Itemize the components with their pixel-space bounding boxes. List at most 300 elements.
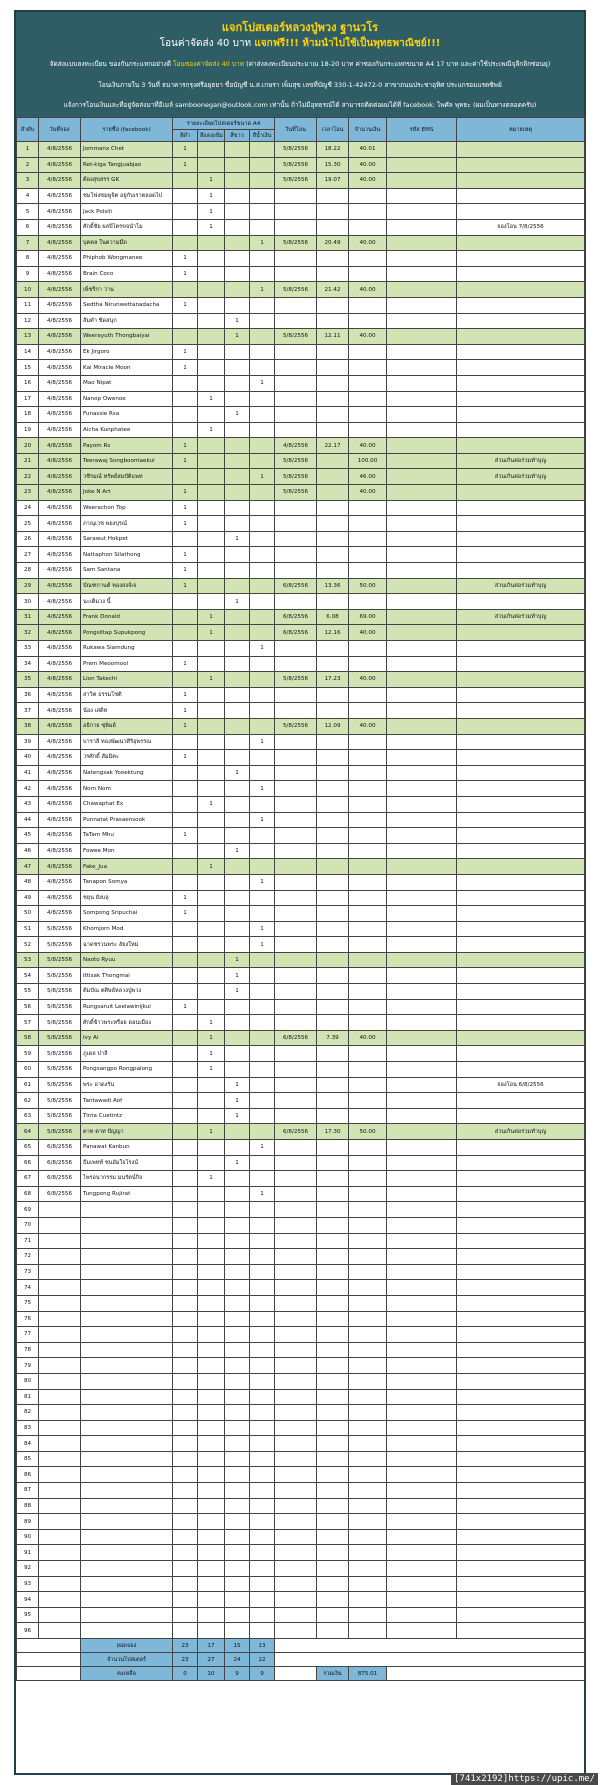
cell-note: ส่วนเกินต่อร่วมทำบุญ <box>457 469 585 485</box>
table-row <box>17 937 585 953</box>
cell-white: 1 <box>225 329 250 345</box>
cell-amount <box>349 968 387 984</box>
table-row <box>17 781 585 797</box>
cell-white <box>225 1140 250 1156</box>
cell-white <box>225 672 250 688</box>
cell-no: 4 <box>17 188 39 204</box>
cell-darkred <box>198 1093 225 1109</box>
cell-blue: 1 <box>250 874 275 890</box>
cell-paydate: 5/8/2556 <box>275 157 317 173</box>
cell-darkred <box>198 469 225 485</box>
cell-time: 13.36 <box>317 578 349 594</box>
cell-date: 4/8/2556 <box>39 375 81 391</box>
cell-blue <box>250 578 275 594</box>
cell-blue <box>250 547 275 563</box>
cell-ems <box>387 594 457 610</box>
cell-blue: 1 <box>250 235 275 251</box>
cell-white: 1 <box>225 952 250 968</box>
cell-date: 4/8/2556 <box>39 313 81 329</box>
cell-date: 4/8/2556 <box>39 859 81 875</box>
cell-paydate <box>275 890 317 906</box>
cell-no: 32 <box>17 625 39 641</box>
cell-white <box>225 375 250 391</box>
cell-paydate: 5/8/2556 <box>275 469 317 485</box>
cell-note <box>457 360 585 376</box>
cell-name: Natengsak Yooektung <box>81 765 173 781</box>
cell-amount <box>349 656 387 672</box>
cell-name: Payom Rs <box>81 438 173 454</box>
cell-paydate <box>275 656 317 672</box>
cell-amount <box>349 921 387 937</box>
table-row <box>17 874 585 890</box>
cell-name: Weerayuth Thongbaiyai <box>81 329 173 345</box>
cell-time <box>317 843 349 859</box>
cell-time <box>317 687 349 703</box>
cell-ems <box>387 906 457 922</box>
cell-ems <box>387 1108 457 1124</box>
cell-date: 4/8/2556 <box>39 718 81 734</box>
cell-date: 4/8/2556 <box>39 204 81 220</box>
table-row <box>17 1124 585 1140</box>
cell-no: 28 <box>17 563 39 579</box>
cell-no: 27 <box>17 547 39 563</box>
watermark: [741x2192]https://upic.me/ <box>451 1773 598 1785</box>
cell-note: จองโอน 7/8/2556 <box>457 219 585 235</box>
cell-white <box>225 859 250 875</box>
cell-blue <box>250 516 275 532</box>
cell-time: 21.42 <box>317 282 349 298</box>
cell-black <box>173 188 198 204</box>
cell-white <box>225 235 250 251</box>
cell-date: 4/8/2556 <box>39 672 81 688</box>
cell-paydate: 4/8/2556 <box>275 438 317 454</box>
cell-white <box>225 890 250 906</box>
cell-paydate: 5/8/2556 <box>275 453 317 469</box>
cell-white <box>225 360 250 376</box>
cell-white <box>225 999 250 1015</box>
cell-name: พระ อาดงรัน <box>81 1077 173 1093</box>
cell-paydate <box>275 266 317 282</box>
cell-black <box>173 282 198 298</box>
cell-ems <box>387 500 457 516</box>
cell-black: 1 <box>173 999 198 1015</box>
cell-note <box>457 937 585 953</box>
cell-white: 1 <box>225 968 250 984</box>
cell-name: Tanapon Somya <box>81 874 173 890</box>
cell-black: 1 <box>173 656 198 672</box>
col-blue: สีน้ำเงิน <box>250 130 275 142</box>
cell-note <box>457 750 585 766</box>
cell-black <box>173 1093 198 1109</box>
cell-darkred: 1 <box>198 1046 225 1062</box>
cell-paydate <box>275 999 317 1015</box>
cell-date: 4/8/2556 <box>39 656 81 672</box>
table-row <box>17 500 585 516</box>
cell-darkred: 1 <box>198 859 225 875</box>
col-darkred: สีแดงเข้ม <box>198 130 225 142</box>
cell-date: 4/8/2556 <box>39 188 81 204</box>
table-row <box>17 703 585 719</box>
shipping-note-pre: จัดส่งแบบลงทะเบียน ของกันกระแทกอย่างดี <box>49 60 171 68</box>
cell-darkred <box>198 641 225 657</box>
cell-name: Pongsiltap Supukpong <box>81 625 173 641</box>
table-row <box>17 1295 585 1311</box>
total-booked-black: 23 <box>173 1639 198 1653</box>
table-row <box>17 999 585 1015</box>
cell-no: 50 <box>17 906 39 922</box>
cell-darkred <box>198 297 225 313</box>
cell-time <box>317 297 349 313</box>
cell-name: Nattaphon Silathong <box>81 547 173 563</box>
cell-date: 4/8/2556 <box>39 251 81 267</box>
cell-ems <box>387 625 457 641</box>
cell-no: 22 <box>17 469 39 485</box>
cell-no: 48 <box>17 874 39 890</box>
table-row <box>17 1233 585 1249</box>
table-row <box>17 1623 585 1639</box>
table-row <box>17 297 585 313</box>
cell-amount: 69.00 <box>349 609 387 625</box>
table-row <box>17 890 585 906</box>
cell-time <box>317 999 349 1015</box>
cell-paydate: 6/8/2556 <box>275 1124 317 1140</box>
cell-darkred <box>198 765 225 781</box>
cell-black: 1 <box>173 297 198 313</box>
cell-no: 88 <box>17 1498 39 1514</box>
cell-blue <box>250 1155 275 1171</box>
cell-no: 53 <box>17 952 39 968</box>
cell-black <box>173 531 198 547</box>
cell-black <box>173 204 198 220</box>
cell-white <box>225 142 250 158</box>
table-row <box>17 1140 585 1156</box>
cell-time <box>317 812 349 828</box>
cell-note <box>457 188 585 204</box>
cell-black <box>173 594 198 610</box>
cell-time <box>317 313 349 329</box>
cell-ems <box>387 703 457 719</box>
cell-no: 62 <box>17 1093 39 1109</box>
cell-no: 56 <box>17 999 39 1015</box>
cell-time <box>317 1155 349 1171</box>
cell-name: Brain Coco <box>81 266 173 282</box>
cell-white: 1 <box>225 531 250 547</box>
cell-date: 5/8/2556 <box>39 1077 81 1093</box>
cell-paydate <box>275 516 317 532</box>
cell-date: 4/8/2556 <box>39 874 81 890</box>
cell-paydate <box>275 937 317 953</box>
table-row <box>17 672 585 688</box>
table-row <box>17 266 585 282</box>
cell-amount <box>349 219 387 235</box>
poster-count-black: 23 <box>173 1653 198 1667</box>
cell-blue <box>250 672 275 688</box>
cell-ems <box>387 266 457 282</box>
cell-white <box>225 625 250 641</box>
cell-name: บาราลี ทองพัฒนาศิริอุพรรณ <box>81 734 173 750</box>
cell-date: 4/8/2556 <box>39 469 81 485</box>
cell-white <box>225 1124 250 1140</box>
cell-darkred <box>198 531 225 547</box>
table-row <box>17 313 585 329</box>
cell-darkred <box>198 438 225 454</box>
table-row <box>17 282 585 298</box>
cell-name: Punnatat Prasaensook <box>81 812 173 828</box>
cell-note <box>457 672 585 688</box>
cell-name: Fake_Jua <box>81 859 173 875</box>
cell-no: 12 <box>17 313 39 329</box>
cell-blue <box>250 1171 275 1187</box>
table-row <box>17 641 585 657</box>
cell-no: 91 <box>17 1545 39 1561</box>
cell-note <box>457 391 585 407</box>
cell-white <box>225 874 250 890</box>
cell-note <box>457 984 585 1000</box>
cell-darkred <box>198 282 225 298</box>
cell-name: ภาณุเวช พยงบุรณ์ <box>81 516 173 532</box>
cell-no: 89 <box>17 1514 39 1530</box>
cell-no: 34 <box>17 656 39 672</box>
cell-amount: 50.00 <box>349 578 387 594</box>
cell-black <box>173 843 198 859</box>
cell-note <box>457 204 585 220</box>
table-row <box>17 1529 585 1545</box>
cell-name: Sarawut Hokpet <box>81 531 173 547</box>
cell-ems <box>387 656 457 672</box>
cell-name: Chawaphat Ex <box>81 796 173 812</box>
cell-paydate <box>275 906 317 922</box>
cell-black <box>173 968 198 984</box>
cell-paydate <box>275 687 317 703</box>
cell-note: ส่วนเกินต่อร่วมทำบุญ <box>457 609 585 625</box>
table-row <box>17 1077 585 1093</box>
col-note: หมายเหตุ <box>457 118 585 142</box>
cell-time: 22.17 <box>317 438 349 454</box>
cell-white: 1 <box>225 765 250 781</box>
cell-amount: 40.00 <box>349 329 387 345</box>
cell-date: 4/8/2556 <box>39 547 81 563</box>
cell-paydate <box>275 874 317 890</box>
cell-ems <box>387 937 457 953</box>
cell-darkred <box>198 594 225 610</box>
cell-ems <box>387 890 457 906</box>
cell-no: 47 <box>17 859 39 875</box>
cell-note <box>457 547 585 563</box>
cell-no: 67 <box>17 1171 39 1187</box>
cell-white: 1 <box>225 1077 250 1093</box>
cell-darkred <box>198 890 225 906</box>
cell-ems <box>387 297 457 313</box>
cell-black <box>173 641 198 657</box>
cell-no: 77 <box>17 1327 39 1343</box>
cell-time <box>317 921 349 937</box>
cell-white <box>225 547 250 563</box>
cell-darkred <box>198 235 225 251</box>
cell-amount: 40.00 <box>349 173 387 189</box>
cell-name: Phiphob Wongmanee <box>81 251 173 267</box>
cell-black <box>173 1155 198 1171</box>
cell-note <box>457 890 585 906</box>
cell-blue: 1 <box>250 1140 275 1156</box>
cell-no: 93 <box>17 1576 39 1592</box>
cell-no: 16 <box>17 375 39 391</box>
total-booked-label: ยอดจอง <box>81 1639 173 1653</box>
cell-blue <box>250 188 275 204</box>
cell-darkred: 1 <box>198 796 225 812</box>
cell-blue: 1 <box>250 812 275 828</box>
cell-darkred <box>198 999 225 1015</box>
cell-darkred: 1 <box>198 1171 225 1187</box>
table-row <box>17 750 585 766</box>
table-row <box>17 531 585 547</box>
cell-note <box>457 407 585 423</box>
table-row <box>17 718 585 734</box>
cell-date: 4/8/2556 <box>39 812 81 828</box>
cell-note <box>457 375 585 391</box>
cell-blue <box>250 563 275 579</box>
col-amount: จำนวนเงิน <box>349 118 387 142</box>
cell-darkred: 1 <box>198 1030 225 1046</box>
cell-time <box>317 952 349 968</box>
cell-paydate <box>275 703 317 719</box>
cell-paydate <box>275 765 317 781</box>
cell-ems <box>387 407 457 423</box>
cell-blue: 1 <box>250 937 275 953</box>
cell-blue <box>250 906 275 922</box>
cell-ems <box>387 157 457 173</box>
cell-ems <box>387 251 457 267</box>
cell-amount <box>349 1046 387 1062</box>
cell-paydate <box>275 313 317 329</box>
cell-time <box>317 781 349 797</box>
cell-white <box>225 1062 250 1078</box>
cell-white <box>225 297 250 313</box>
cell-black: 1 <box>173 718 198 734</box>
cell-white <box>225 609 250 625</box>
cell-blue <box>250 422 275 438</box>
cell-time <box>317 391 349 407</box>
cell-ems <box>387 1030 457 1046</box>
cell-time <box>317 750 349 766</box>
cell-blue: 1 <box>250 641 275 657</box>
cell-note <box>457 718 585 734</box>
cell-blue: 1 <box>250 921 275 937</box>
cell-date: 4/8/2556 <box>39 282 81 298</box>
cell-time: 7.39 <box>317 1030 349 1046</box>
cell-black: 1 <box>173 703 198 719</box>
cell-paydate <box>275 828 317 844</box>
cell-paydate: 5/8/2556 <box>275 329 317 345</box>
cell-blue: 1 <box>250 375 275 391</box>
cell-blue <box>250 609 275 625</box>
cell-no: 55 <box>17 984 39 1000</box>
cell-black: 1 <box>173 157 198 173</box>
cell-amount <box>349 1077 387 1093</box>
cell-no: 11 <box>17 297 39 313</box>
table-row <box>17 1373 585 1389</box>
cell-no: 31 <box>17 609 39 625</box>
cell-date: 5/8/2556 <box>39 1124 81 1140</box>
table-row <box>17 453 585 469</box>
cell-time <box>317 1186 349 1202</box>
cell-time <box>317 422 349 438</box>
cell-name: นะเต็มวง นี้ <box>81 594 173 610</box>
cell-paydate: 6/8/2556 <box>275 609 317 625</box>
col-ems: รหัส EMS <box>387 118 457 142</box>
table-row <box>17 1093 585 1109</box>
cell-darkred <box>198 142 225 158</box>
cell-paydate <box>275 921 317 937</box>
cell-white: 1 <box>225 1093 250 1109</box>
col-poster-group: รายละเอียดโปสเตอร์ขนาด A4 <box>173 118 275 130</box>
cell-no: 74 <box>17 1280 39 1296</box>
cell-black <box>173 1046 198 1062</box>
cell-time <box>317 251 349 267</box>
cell-name: อธิกาย ซุพิมย์ <box>81 718 173 734</box>
cell-paydate <box>275 641 317 657</box>
cell-paydate: 5/8/2556 <box>275 718 317 734</box>
cell-amount <box>349 874 387 890</box>
cell-note <box>457 1140 585 1156</box>
cell-amount <box>349 641 387 657</box>
cell-no: 6 <box>17 219 39 235</box>
cell-amount <box>349 750 387 766</box>
table-row <box>17 906 585 922</box>
cell-ems <box>387 1015 457 1031</box>
spreadsheet <box>14 10 586 1775</box>
cell-black <box>173 609 198 625</box>
cell-blue <box>250 968 275 984</box>
cell-name: Naoto Ryuu <box>81 952 173 968</box>
cell-paydate <box>275 375 317 391</box>
cell-amount <box>349 360 387 376</box>
cell-no: 82 <box>17 1405 39 1421</box>
cell-black <box>173 812 198 828</box>
cell-amount <box>349 1140 387 1156</box>
cell-note <box>457 313 585 329</box>
cell-black <box>173 874 198 890</box>
cell-no: 58 <box>17 1030 39 1046</box>
cell-time: 17.30 <box>317 1124 349 1140</box>
cell-no: 96 <box>17 1623 39 1639</box>
cell-amount: 100.00 <box>349 453 387 469</box>
cell-blue <box>250 656 275 672</box>
cell-darkred <box>198 1108 225 1124</box>
cell-darkred <box>198 500 225 516</box>
cell-paydate <box>275 1186 317 1202</box>
cell-note <box>457 266 585 282</box>
cell-no: 45 <box>17 828 39 844</box>
cell-no: 10 <box>17 282 39 298</box>
table-row <box>17 578 585 594</box>
cell-darkred <box>198 266 225 282</box>
cell-white <box>225 750 250 766</box>
cell-paydate <box>275 204 317 220</box>
cell-note <box>457 282 585 298</box>
cell-blue <box>250 859 275 875</box>
cell-no: 44 <box>17 812 39 828</box>
cell-time <box>317 656 349 672</box>
subtitle <box>16 36 584 51</box>
cell-name: Ivy Ai <box>81 1030 173 1046</box>
cell-ems <box>387 485 457 501</box>
cell-date: 4/8/2556 <box>39 157 81 173</box>
cell-note <box>457 906 585 922</box>
total-booked-darkred: 17 <box>198 1639 225 1653</box>
cell-darkred: 1 <box>198 204 225 220</box>
cell-black <box>173 921 198 937</box>
cell-paydate <box>275 1171 317 1187</box>
